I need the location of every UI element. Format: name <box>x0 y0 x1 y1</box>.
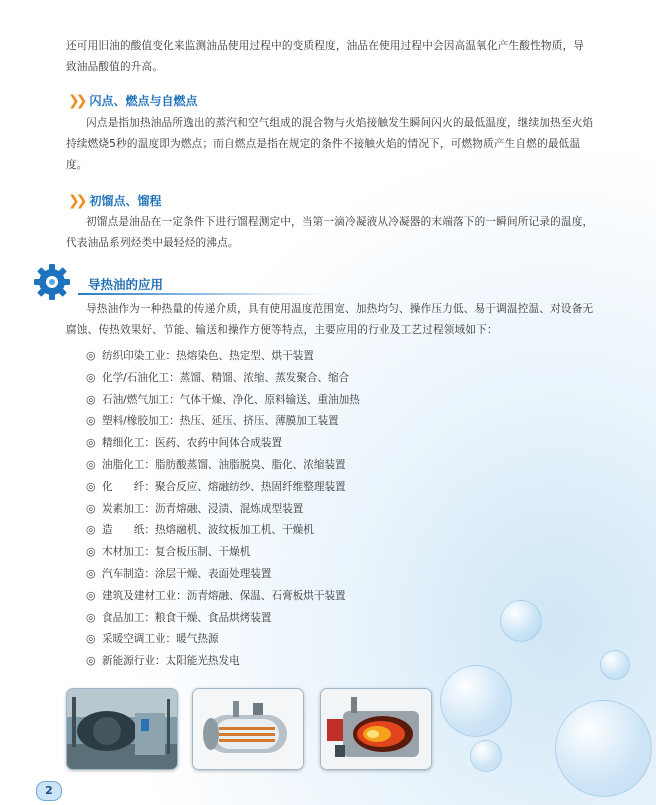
burner-flame-photo <box>320 688 432 770</box>
flash-point-heading <box>68 92 197 109</box>
page-number: 2 <box>36 781 62 801</box>
list-item-text: 采暖空调工业：暖气热源 <box>102 633 219 646</box>
bullet-icon: ◎ <box>86 436 96 450</box>
list-item <box>86 410 360 432</box>
boiler-room-photo <box>66 688 178 770</box>
list-item <box>86 476 360 498</box>
application-section-title: 导热油的应用 <box>88 277 164 292</box>
list-item <box>86 519 360 541</box>
bullet-icon: ◎ <box>86 654 96 668</box>
bullet-icon: ◎ <box>86 392 96 406</box>
list-item <box>86 607 360 629</box>
list-item-text: 化学/石油化工：蒸馏、精馏、浓缩、蒸发聚合、缩合 <box>102 371 350 384</box>
application-list <box>86 345 360 672</box>
application-section-header <box>32 262 362 298</box>
application-paragraph: 导热油作为一种热量的传递介质，具有使用温度范围宽、加热均匀、操作压力低、易于调温控温、对设备无腐蚀、传热效果好、节能、输送和操作方便等特点，主要应用的行业及工艺过程领域如下： <box>66 303 594 336</box>
flash-point-title: 闪点、燃点与自燃点 <box>89 94 198 108</box>
list-item-text: 食品加工：粮食干燥、食品烘烤装置 <box>102 611 272 624</box>
boiling-point-heading <box>68 192 161 209</box>
list-item-text: 造 纸：热熔融机、波纹板加工机、干燥机 <box>102 524 314 537</box>
list-item <box>86 541 360 563</box>
list-item-text: 新能源行业：太阳能光热发电 <box>102 655 240 668</box>
list-item <box>86 650 360 672</box>
bullet-icon: ◎ <box>86 457 96 471</box>
list-item-text: 炭素加工：沥青熔融、浸渍、混炼成型装置 <box>102 502 304 515</box>
bullet-icon: ◎ <box>86 479 96 493</box>
list-item <box>86 389 360 411</box>
list-item <box>86 345 360 367</box>
background-bubble <box>470 740 502 772</box>
list-item-text: 塑料/橡胶加工：热压、延压、挤压、薄膜加工装置 <box>102 415 339 428</box>
list-item-text: 精细化工：医药、农药中间体合成装置 <box>102 437 283 450</box>
list-item <box>86 563 360 585</box>
double-chevron-icon: ❯❯ <box>68 92 84 109</box>
bullet-icon: ◎ <box>86 588 96 602</box>
boiling-point-title: 初馏点、馏程 <box>89 194 162 208</box>
bullet-icon: ◎ <box>86 414 96 428</box>
background-bubble <box>440 665 512 737</box>
list-item <box>86 498 360 520</box>
list-item <box>86 432 360 454</box>
list-item-text: 汽车制造：涂层干燥、表面处理装置 <box>102 567 272 580</box>
bullet-icon: ◎ <box>86 349 96 362</box>
list-item-text: 油脂化工：脂肪酸蒸馏、油脂脱臭、脂化、浓缩装置 <box>102 458 346 471</box>
list-item-text: 建筑及建材工业：沥青熔融、保温、石膏板烘干装置 <box>102 589 346 602</box>
bullet-icon: ◎ <box>86 523 96 537</box>
background-bubble <box>500 600 542 642</box>
list-item-text: 木材加工：复合板压制、干燥机 <box>102 546 251 559</box>
background-bubble <box>555 700 652 797</box>
list-item <box>86 585 360 607</box>
section-underline <box>78 293 328 295</box>
list-item <box>86 367 360 389</box>
flash-point-paragraph: 闪点是指加热油品所逸出的蒸汽和空气组成的混合物与火焰接触发生瞬间闪火的最低温度，继续加热至火焰持续燃烧5秒的温度即为燃点；而自燃点是指在规定的条件不接触火焰的情况下，可燃物质产生自燃的最低温度。 <box>66 117 594 171</box>
list-item <box>86 454 360 476</box>
list-item <box>86 628 360 650</box>
bullet-icon: ◎ <box>86 632 96 646</box>
list-item-text: 化 纤：聚合反应、熔融纺纱、热固纤维整理装置 <box>102 480 346 493</box>
bullet-icon: ◎ <box>86 370 96 384</box>
intro-paragraph: 还可用旧油的酸值变化来监测油品使用过程中的变质程度，油品在使用过程中会因高温氧化产生酸性物质，导致油品酸值的升高。 <box>66 40 585 73</box>
bullet-icon: ◎ <box>86 501 96 515</box>
bullet-icon: ◎ <box>86 610 96 624</box>
list-item-text: 石油/燃气加工：气体干燥、净化、原料输送、重油加热 <box>102 393 360 406</box>
boiler-cutaway-photo <box>192 688 304 770</box>
double-chevron-icon: ❯❯ <box>68 192 84 209</box>
background-bubble <box>600 650 630 680</box>
list-item-text: 纺织印染工业：热熔染色、热定型、烘干装置 <box>102 350 314 362</box>
bullet-icon: ◎ <box>86 566 96 580</box>
bullet-icon: ◎ <box>86 545 96 559</box>
boiling-point-paragraph: 初馏点是油品在一定条件下进行馏程测定中，当第一滴冷凝液从冷凝器的末端落下的一瞬间所记录的温度，代表油品系列烃类中最轻烃的沸点。 <box>66 216 594 249</box>
gear-icon <box>32 262 72 302</box>
